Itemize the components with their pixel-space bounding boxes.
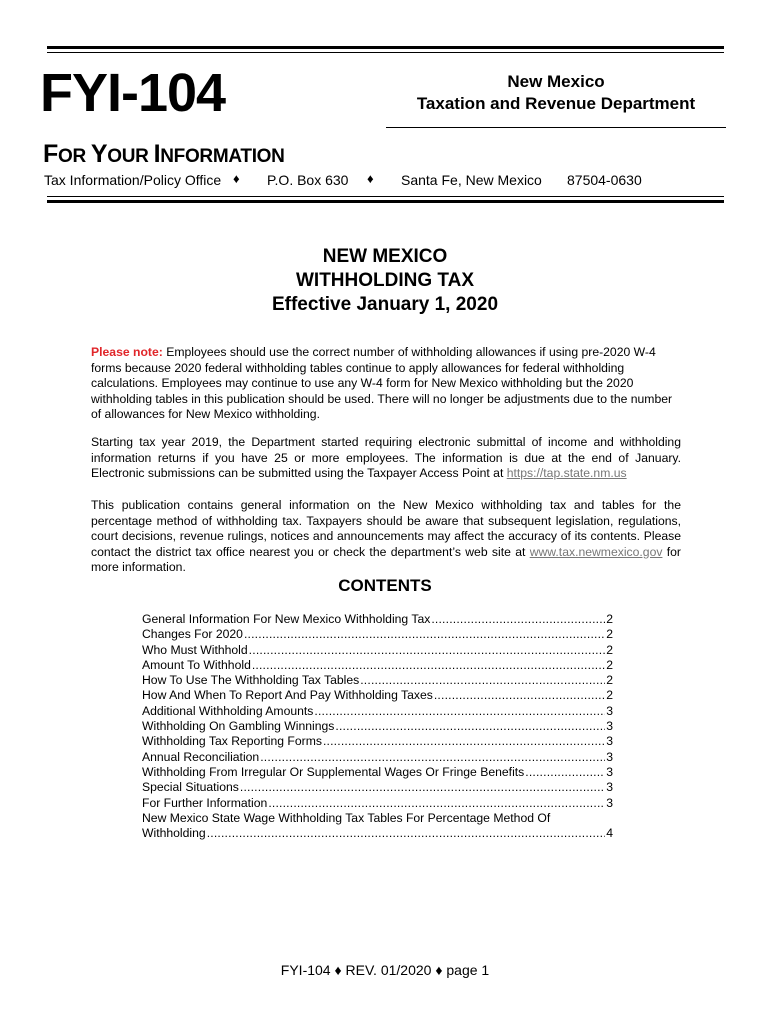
toc-item-page: 3	[606, 780, 613, 795]
toc-item[interactable]	[142, 780, 613, 795]
footer-page-number: page 1	[446, 962, 490, 978]
toc-item-label: Who Must Withhold	[142, 642, 248, 657]
please-note-text: Employees should use the correct number of withholding allowances if using pre-2020 W-4 forms because 2020 federal withholding tables continue to apply allowances for federal withholding calculations. Employees may continue to use any W-4 form for New Mexico withholding but the 2020 withholding tables in this publication should be used. There will no longer be adjustments due to the number of allowances for New Mexico withholding.	[91, 345, 673, 421]
please-note-label: Please note:	[91, 345, 163, 359]
po-box: P.O. Box 630	[267, 172, 349, 188]
toc-item-label: For Further Information	[142, 795, 268, 810]
diamond-icon: ♦	[435, 962, 443, 978]
top-rule-thin	[47, 52, 724, 53]
toc-leader	[207, 826, 606, 841]
diamond-icon: ♦	[233, 171, 240, 186]
diamond-icon: ♦	[367, 171, 374, 186]
footer-revision: REV. 01/2020	[345, 962, 432, 978]
electronic-submittal-text: Starting tax year 2019, the Department started requiring electronic submittal of income and withholding information returns if you have 25 or more employees. The information is due at the end of January. Electronic submissions can be submitted using the Taxpayer Access Point at	[91, 435, 681, 480]
toc-item-page: 3	[606, 749, 613, 764]
title-line3: Effective January 1, 2020	[271, 294, 499, 315]
toc-item-label: How To Use The Withholding Tax Tables	[142, 673, 360, 688]
zip-code: 87504-0630	[567, 172, 642, 188]
tap-link[interactable]: https://tap.state.nm.us	[506, 466, 627, 480]
toc-item[interactable]	[142, 612, 613, 627]
toc-item[interactable]	[142, 643, 613, 658]
toc-item-label: General Information For New Mexico Withholding Tax	[142, 612, 431, 626]
toc-item[interactable]	[142, 719, 613, 734]
toc-item-page: 2	[606, 612, 613, 626]
toc-leader	[323, 734, 605, 749]
footer-form: FYI-104	[280, 962, 331, 978]
toc-item-label: Withholding From Irregular Or Supplemental Wages Or Fringe Benefits	[142, 764, 525, 779]
toc-leader	[434, 688, 605, 703]
toc-item-page: 2	[606, 657, 613, 672]
electronic-submittal-paragraph	[91, 435, 681, 482]
toc-item-page: 3	[606, 719, 613, 734]
toc-leader	[244, 627, 605, 642]
toc-item-page: 2	[606, 642, 613, 657]
toc-item-page: 3	[606, 703, 613, 718]
toc-item[interactable]	[142, 750, 613, 765]
toc-leader	[252, 658, 605, 673]
toc-item-page: 3	[606, 764, 613, 779]
toc-item-last[interactable]	[142, 826, 613, 841]
fyi-or: OR	[57, 146, 91, 167]
fyi-our: OUR	[107, 146, 154, 167]
publication-info-paragraph	[91, 498, 681, 576]
toc-item-page: 2	[606, 627, 613, 642]
publication-info-text: This publication contains general information on the New Mexico withholding tax and tables for the percentage method of withholding tax. Taxpayers should be aware that subsequent legislation, regulations, court decisions, revenue rulings, notices and announcements may affect the accuracy of its contents. Please contact the district tax office nearest you or check the department’s web site at	[91, 498, 681, 559]
top-rule-thick	[47, 46, 724, 49]
diamond-icon: ♦	[334, 962, 342, 978]
toc-item-label: Withholding	[142, 826, 206, 841]
toc-item-label: Additional Withholding Amounts	[142, 703, 314, 718]
toc-item-label: Special Situations	[142, 780, 239, 795]
toc-item-page: 3	[606, 734, 613, 749]
toc-item[interactable]	[142, 734, 613, 749]
agency-name-line2: Taxation and Revenue Department	[416, 94, 696, 113]
agency-rule	[386, 127, 726, 128]
toc-item-label: Changes For 2020	[142, 627, 243, 642]
title-line2: WITHHOLDING TAX	[295, 270, 474, 291]
toc-item-label: Withholding On Gambling Winnings	[142, 719, 335, 734]
city: Santa Fe, New Mexico	[401, 172, 542, 188]
toc-item[interactable]	[142, 796, 613, 811]
toc-leader	[260, 750, 605, 765]
toc-item[interactable]	[142, 704, 613, 719]
toc-item[interactable]	[142, 627, 613, 642]
toc-item-page: 2	[606, 688, 613, 703]
toc-item-label: Annual Reconciliation	[142, 749, 260, 764]
please-note-paragraph	[91, 345, 681, 423]
toc-item-label: Amount To Withhold	[142, 657, 251, 672]
toc-leader	[268, 796, 605, 811]
form-id: FYI-104	[40, 63, 226, 123]
toc-item-last-line1[interactable]: New Mexico State Wage Withholding Tax Tables For Percentage Method Of	[142, 810, 551, 825]
toc-leader	[249, 643, 606, 658]
website-link[interactable]: www.tax.newmexico.gov	[529, 544, 663, 559]
title-line1: NEW MEXICO	[322, 246, 448, 267]
toc-item[interactable]	[142, 765, 613, 780]
toc-item-page: 2	[606, 673, 613, 688]
fyi-f: F	[43, 140, 58, 168]
toc-item[interactable]	[142, 688, 613, 703]
header-bottom-rule-thick	[47, 200, 724, 203]
agency-name-line1: New Mexico	[507, 72, 605, 91]
toc-leader	[240, 780, 605, 795]
toc-leader	[314, 704, 605, 719]
toc-leader	[360, 673, 605, 688]
toc-item-page: 4	[606, 826, 613, 841]
contents-heading: CONTENTS	[338, 576, 432, 595]
for-your-information-heading	[43, 140, 285, 169]
toc-leader	[431, 612, 605, 627]
toc-item-label: Withholding Tax Reporting Forms	[142, 734, 322, 749]
table-of-contents	[142, 612, 613, 841]
header-bottom-rule-thin	[47, 196, 724, 197]
office-name: Tax Information/Policy Office	[44, 172, 222, 188]
toc-leader	[335, 719, 605, 734]
toc-leader	[525, 765, 605, 780]
publication-info-tail: for more information.	[91, 544, 681, 574]
fyi-i: I	[153, 140, 161, 168]
page-footer	[0, 962, 770, 978]
fyi-y: Y	[90, 140, 108, 168]
toc-item[interactable]	[142, 658, 613, 673]
fyi-nformation: NFORMATION	[160, 146, 285, 167]
toc-item-label: How And When To Report And Pay Withholding Taxes	[142, 688, 433, 703]
toc-item[interactable]	[142, 673, 613, 688]
toc-item-page: 3	[606, 795, 613, 810]
